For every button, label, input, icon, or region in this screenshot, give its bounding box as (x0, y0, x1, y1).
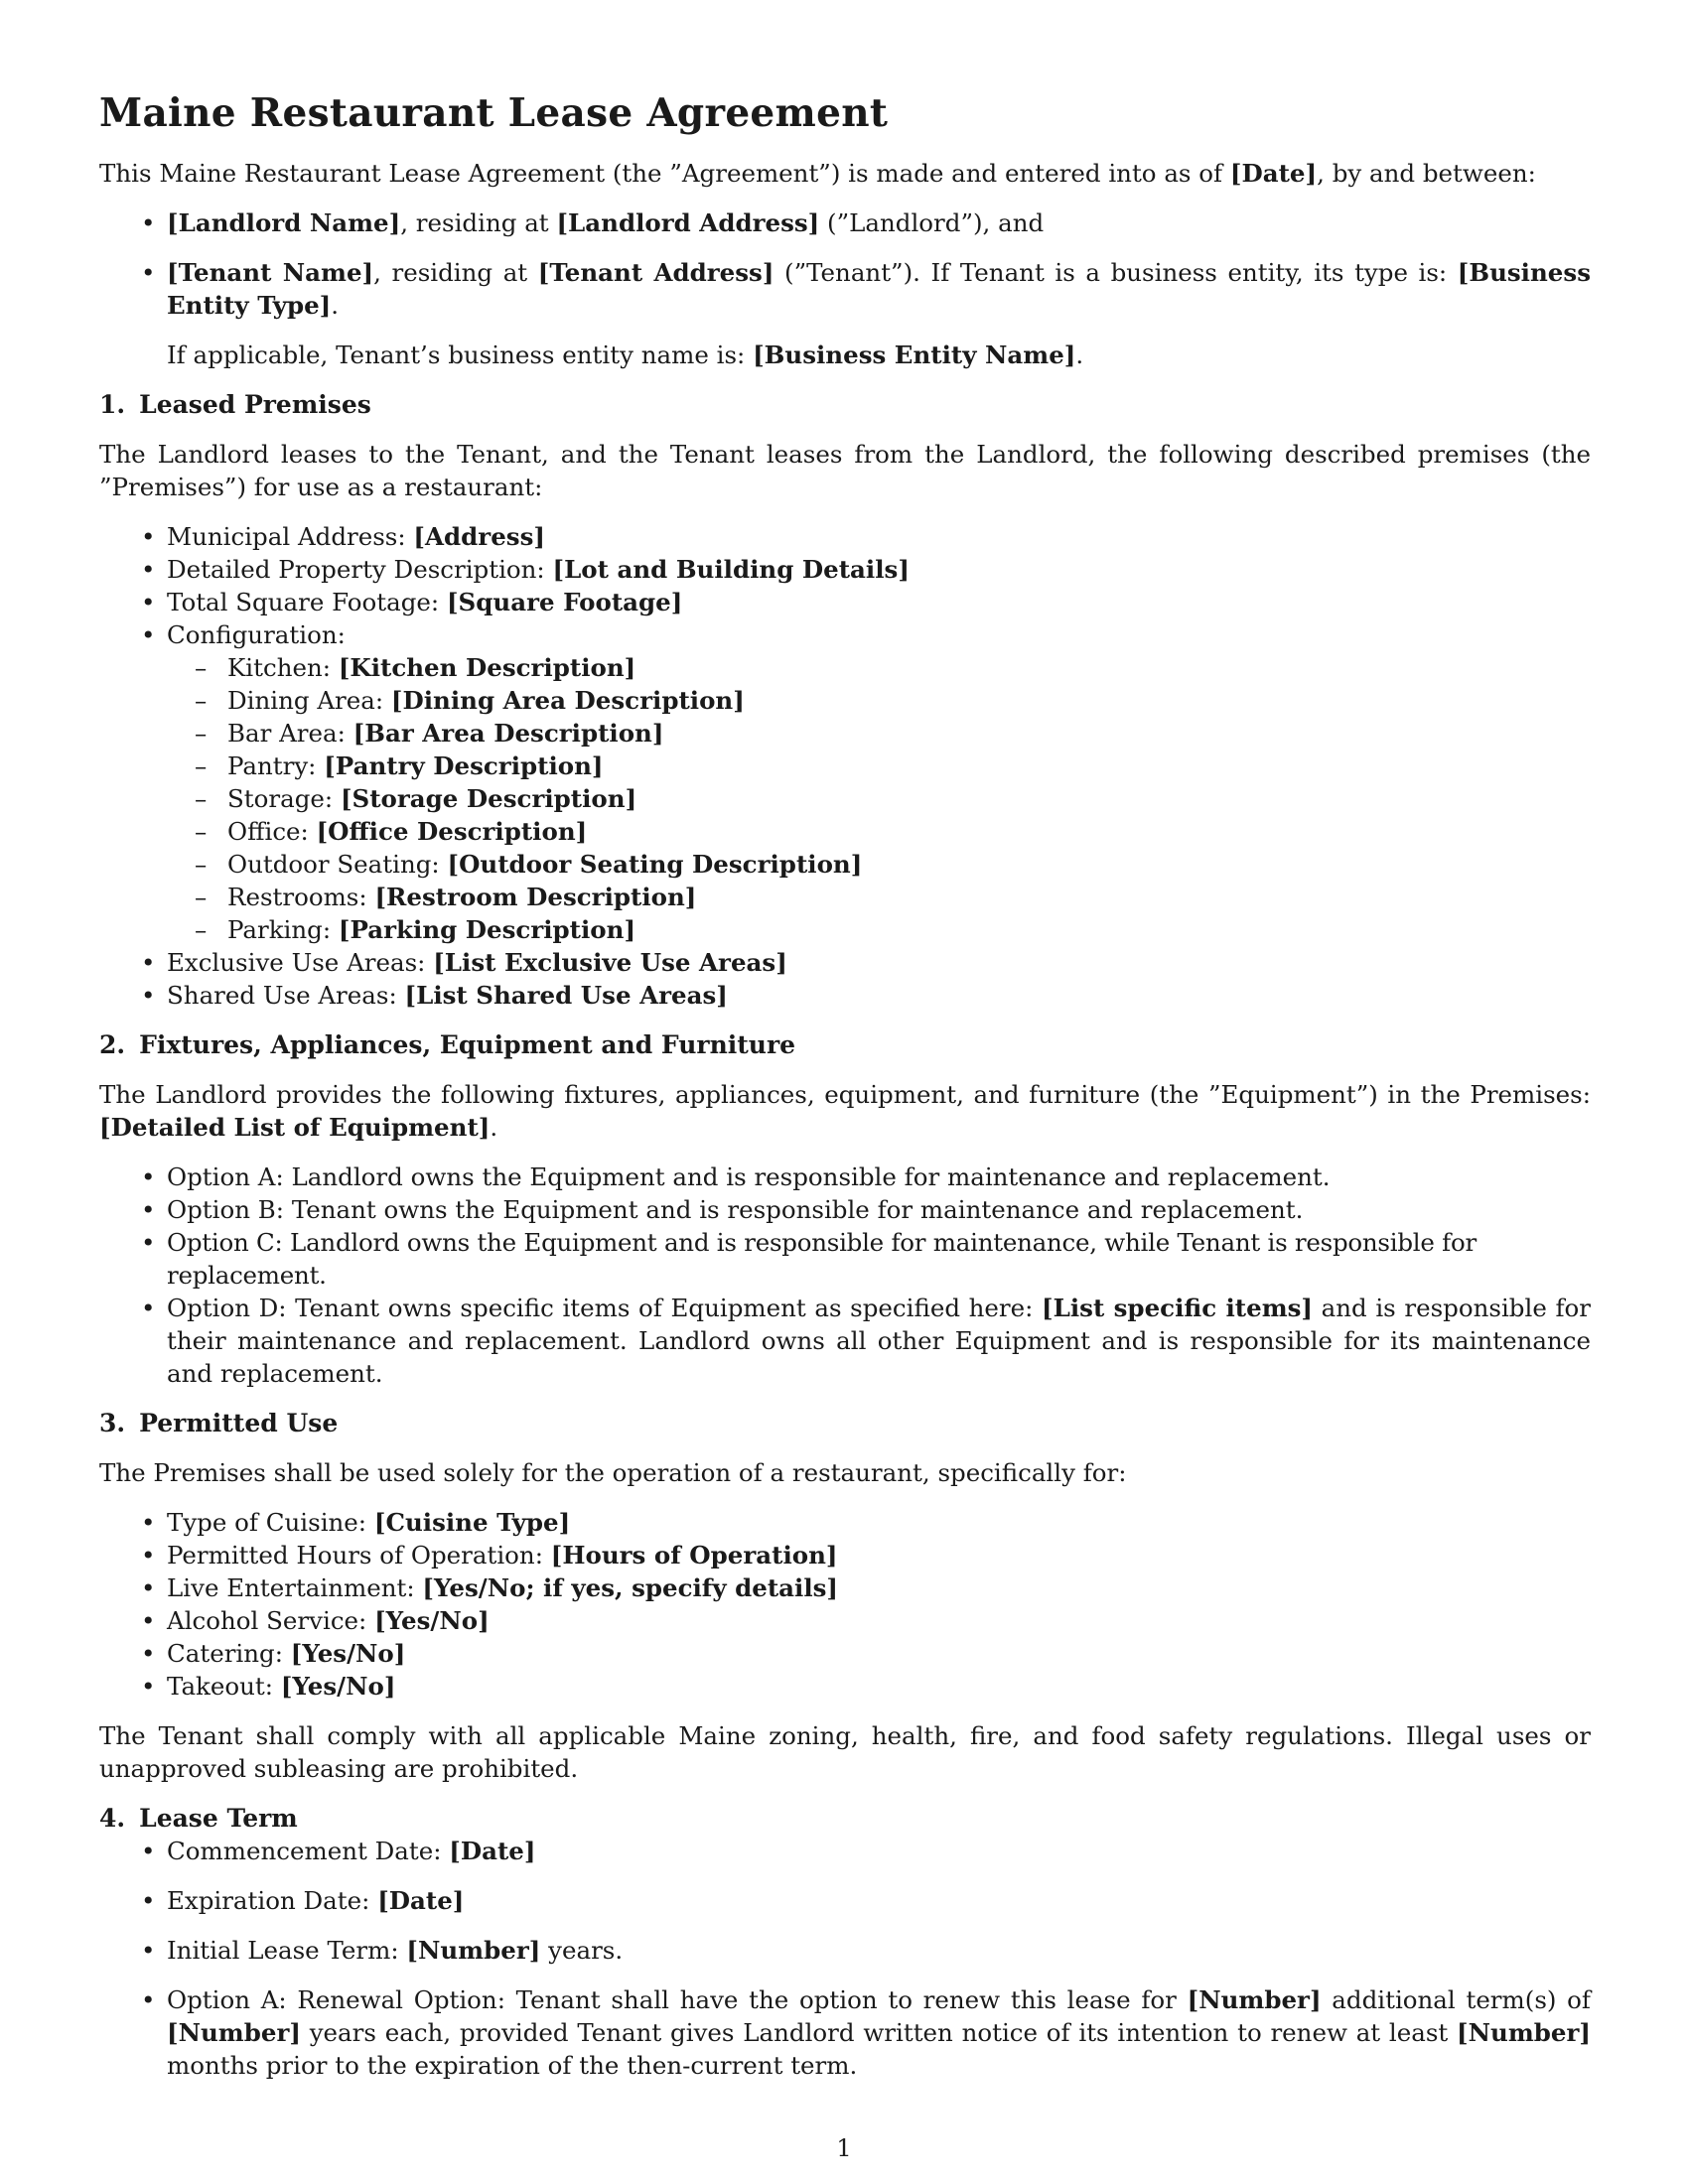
list-item: • Alcohol Service: [Yes/No] (99, 1604, 1591, 1637)
document-title: Maine Restaurant Lease Agreement (99, 90, 889, 136)
list-item: • Commencement Date: [Date] (99, 1835, 1591, 1867)
list-item: • Option D: Tenant owns specific items of Equipment as specified here: [List specific items] and is responsible for their maintenance and replacement. Landlord owns all other Equipment and is responsible for its maintenance and replacement. (99, 1292, 1591, 1390)
section-2-intro: The Landlord provides the following fixtures, appliances, equipment, and furniture (the ”Equipment”) in the Premises: [Detailed List of Equipment]. (99, 1080, 1591, 1142)
list-item: – Office: [Office Description] (167, 815, 1591, 848)
section-heading-lease-term: 4. Lease Term (99, 1804, 298, 1833)
page-number: 1 (836, 2134, 852, 2162)
party-landlord: • [Landlord Name], residing at [Landlord Address] (”Landlord”), and (99, 206, 1591, 239)
premises-list (99, 520, 1591, 1012)
list-item: • Municipal Address: [Address] (99, 520, 1591, 553)
list-item: – Outdoor Seating: [Outdoor Seating Description] (167, 848, 1591, 881)
list-item: • Permitted Hours of Operation: [Hours of Operation] (99, 1539, 1591, 1571)
initial-term-field: [Number] (406, 1936, 541, 1965)
list-item-renewal-option: • Option A: Renewal Option: Tenant shall have the option to renew this lease for [Number] additional term(s) of [Number] years each, provided Tenant gives Landlord written notice of its intention to renew at least [Number] months prior to the expiration of the then-current term. (99, 1983, 1591, 2082)
entity-name-line: If applicable, Tenant’s business entity name is: [Business Entity Name]. (167, 341, 1084, 369)
expiration-date-field: [Date] (377, 1886, 465, 1915)
business-entity-name-field: [Business Entity Name] (753, 341, 1076, 369)
list-item: • Type of Cuisine: [Cuisine Type] (99, 1506, 1591, 1539)
list-item: • Option C: Landlord owns the Equipment and is responsible for maintenance, while Tenant is responsible for replacement. (99, 1226, 1591, 1292)
list-item: • Detailed Property Description: [Lot and Building Details] (99, 553, 1591, 586)
list-item: • Option A: Landlord owns the Equipment and is responsible for maintenance and replacement. (99, 1160, 1591, 1193)
section-heading-permitted-use: 3. Permitted Use (99, 1409, 339, 1437)
list-item: • Exclusive Use Areas: [List Exclusive Use Areas] (99, 946, 1591, 979)
list-item: – Parking: [Parking Description] (167, 913, 1591, 946)
parties-list (99, 206, 1591, 322)
list-item: – Kitchen: [Kitchen Description] (167, 651, 1591, 684)
section-heading-equipment: 2. Fixtures, Appliances, Equipment and Furniture (99, 1030, 796, 1059)
equipment-list-field: [Detailed List of Equipment] (99, 1113, 491, 1142)
section-heading-leased-premises: 1. Leased Premises (99, 390, 371, 419)
permitted-use-list (99, 1506, 1591, 1703)
list-item: • Takeout: [Yes/No] (99, 1670, 1591, 1703)
list-item: – Storage: [Storage Description] (167, 782, 1591, 815)
lease-term-list (99, 1835, 1591, 2082)
commencement-date-field: [Date] (449, 1837, 536, 1865)
list-item: • Expiration Date: [Date] (99, 1884, 1591, 1917)
agreement-date-field: [Date] (1229, 159, 1318, 188)
tenant-name-field: [Tenant Name] (167, 258, 374, 287)
landlord-address-field: [Landlord Address] (556, 208, 820, 237)
list-item: – Restrooms: [Restroom Description] (167, 881, 1591, 913)
section-3-intro: The Premises shall be used solely for the operation of a restaurant, specifically for: (99, 1458, 1127, 1487)
list-item: – Bar Area: [Bar Area Description] (167, 717, 1591, 750)
landlord-name-field: [Landlord Name] (167, 208, 401, 237)
equipment-options-list (99, 1160, 1591, 1390)
list-item-configuration: • Configuration: – Kitchen: [Kitchen Description] – Dining Area: [Dining Area Description] – Bar Area: [Bar Area Description] – Pantry: [Pantry Description] – Storage: [Storage Description] – Office: [Office Description] – Outdoor Seating: [Outdoor Seating Description] – Restrooms: [Restroom Description] – Parking: [Parking Description] (99, 618, 1591, 946)
section-3-closing: The Tenant shall comply with all applicable Maine zoning, health, fire, and food safety regulations. Illegal uses or unapproved subleasing are prohibited. (99, 1721, 1591, 1783)
document-page (99, 79, 1591, 2082)
list-item: • Initial Lease Term: [Number] years. (99, 1934, 1591, 1967)
section-1-intro: The Landlord leases to the Tenant, and the Tenant leases from the Landlord, the following described premises (the ”Premises”) for use as a restaurant: (99, 440, 1591, 501)
configuration-list (167, 651, 1591, 946)
list-item: • Shared Use Areas: [List Shared Use Areas] (99, 979, 1591, 1012)
list-item: – Dining Area: [Dining Area Description] (167, 684, 1591, 717)
list-item: • Catering: [Yes/No] (99, 1637, 1591, 1670)
list-item: – Pantry: [Pantry Description] (167, 750, 1591, 782)
tenant-address-field: [Tenant Address] (537, 258, 774, 287)
specific-items-field: [List specific items] (1042, 1294, 1314, 1322)
business-entity-type-field: [Business Entity Type] (167, 258, 1591, 320)
list-item: • Total Square Footage: [Square Footage] (99, 586, 1591, 618)
list-item: • Option B: Tenant owns the Equipment and is responsible for maintenance and replacement. (99, 1193, 1591, 1226)
party-tenant: • [Tenant Name], residing at [Tenant Address] (”Tenant”). If Tenant is a business entity, its type is: [Business Entity Type]. (99, 256, 1591, 322)
list-item: • Live Entertainment: [Yes/No; if yes, specify details] (99, 1571, 1591, 1604)
intro-paragraph: This Maine Restaurant Lease Agreement (the ”Agreement”) is made and entered into as of [Date], by and between: (99, 159, 1536, 188)
